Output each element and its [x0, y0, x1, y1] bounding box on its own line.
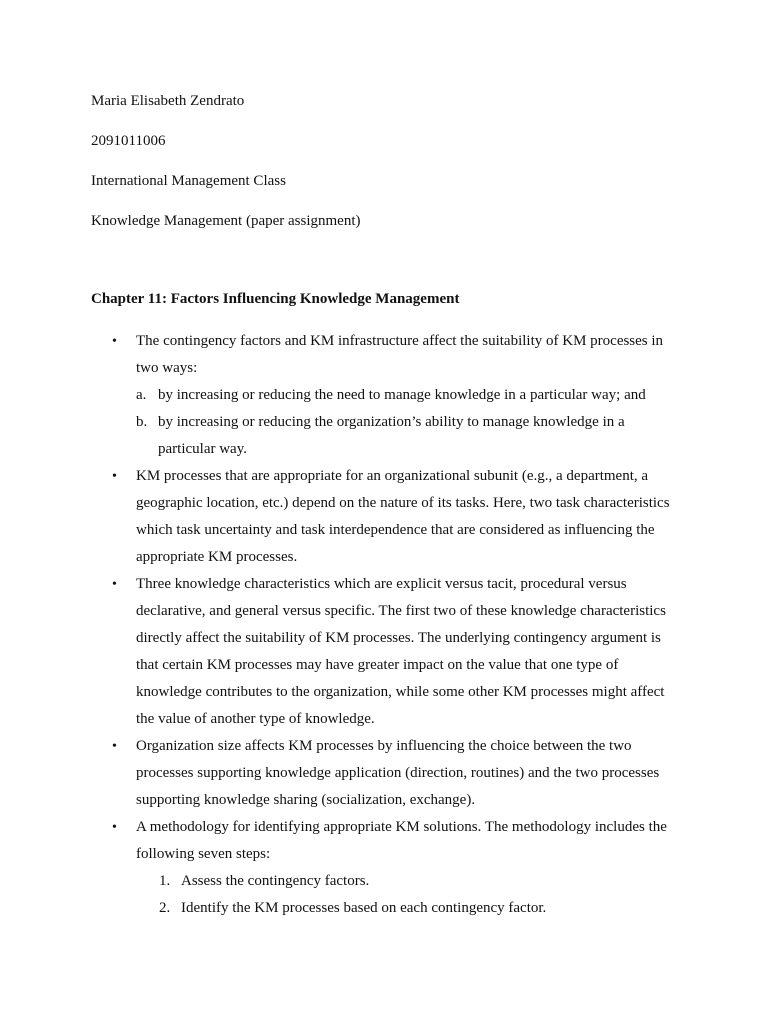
step-text: Identify the KM processes based on each contingency factor.: [181, 900, 547, 916]
step-list: [136, 868, 681, 922]
bullet-text: KM processes that are appropriate for an organizational subunit (e.g., a department, a geographic location, etc.) depend on the nature of its tasks. Here, two task characteristics which task uncertainty and task interdependence that are considered as influencing the appropriate KM processes.: [136, 468, 670, 565]
bullet-icon: •: [112, 334, 117, 349]
sub-text: by increasing or reducing the need to manage knowledge in a particular way; and: [158, 387, 646, 403]
sub-marker: b.: [136, 414, 148, 430]
bullet-item: [112, 571, 681, 733]
sub-text: by increasing or reducing the organization’s ability to manage knowledge in a particular way.: [158, 414, 625, 457]
sub-item: [136, 382, 681, 409]
student-id: 2091011006: [91, 133, 166, 149]
bullet-item: [112, 814, 681, 922]
bullet-icon: •: [112, 820, 117, 835]
step-item: [136, 895, 681, 922]
bullet-item: [112, 463, 681, 571]
step-text: Assess the contingency factors.: [181, 873, 370, 889]
chapter-title: Chapter 11: Factors Influencing Knowledge Management: [91, 291, 460, 307]
author-name: Maria Elisabeth Zendrato: [91, 93, 245, 109]
bullet-list: [112, 328, 681, 922]
bullet-icon: •: [112, 577, 117, 592]
bullet-text: A methodology for identifying appropriate KM solutions. The methodology includes the following seven steps:: [136, 819, 667, 862]
bullet-item: [112, 733, 681, 814]
step-marker: 2.: [159, 900, 171, 916]
step-item: [136, 868, 681, 895]
assignment-title: Knowledge Management (paper assignment): [91, 213, 361, 229]
sub-list: [136, 382, 681, 463]
bullet-item: [112, 328, 681, 463]
class-name: International Management Class: [91, 173, 286, 189]
bullet-icon: •: [112, 739, 117, 754]
bullet-icon: •: [112, 469, 117, 484]
sub-marker: a.: [136, 387, 147, 403]
step-marker: 1.: [159, 873, 171, 889]
bullet-text: Organization size affects KM processes by influencing the choice between the two processes supporting knowledge application (direction, routines) and the two processes supporting knowledge sharing (socialization, exchange).: [136, 738, 660, 808]
bullet-text: The contingency factors and KM infrastructure affect the suitability of KM processes in two ways:: [136, 333, 664, 376]
bullet-text: Three knowledge characteristics which are explicit versus tacit, procedural versus declarative, and general versus specific. The first two of these knowledge characteristics directly affect the suitability of KM processes. The underlying contingency argument is that certain KM processes may have greater impact on the value that one type of knowledge contributes to the organization, while some other KM processes might affect the value of another type of knowledge.: [136, 576, 666, 727]
sub-item: [136, 409, 681, 463]
